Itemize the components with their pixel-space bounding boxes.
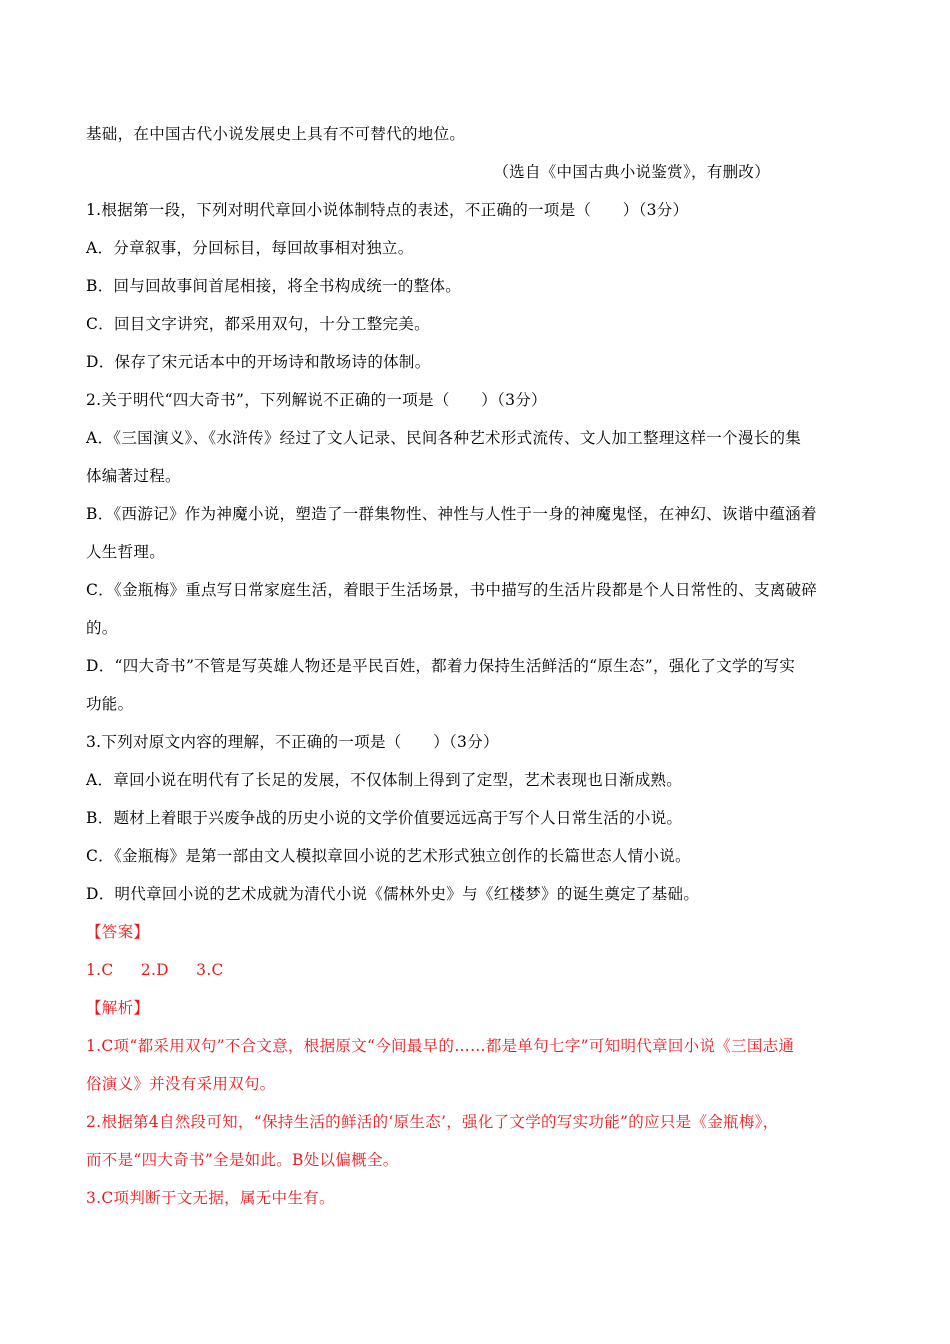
answer-heading: 【答案】	[86, 923, 150, 941]
option-b-line-1: B．《西游记》作为神魔小说，塑造了一群集物性、神性与人性于一身的神魔鬼怪，在神幻、诙谐中蕴涵着	[86, 505, 817, 523]
answer-item: 1.C	[86, 961, 114, 979]
question-3	[86, 723, 866, 913]
question-2	[86, 381, 866, 723]
option-a: A．章回小说在明代有了长足的发展，不仅体制上得到了定型，艺术表现也日渐成熟。	[86, 771, 683, 789]
option-c-line-1: C．《金瓶梅》重点写日常家庭生活，着眼于生活场景，书中描写的生活片段都是个人日常性的、支离破碎	[86, 581, 818, 599]
option-b-line-2: 人生哲理。	[86, 543, 166, 561]
analysis-2-line-2: 而不是“四大奇书”全是如此。B处以偏概全。	[86, 1151, 399, 1169]
question-stem: 1.根据第一段，下列对明代章回小说体制特点的表述，不正确的一项是（ ）（3分）	[86, 201, 689, 219]
option-b: B．回与回故事间首尾相接，将全书构成统一的整体。	[86, 277, 462, 295]
analysis-1-line-2: 俗演义》并没有采用双句。	[86, 1075, 276, 1093]
analysis-2-line-1: 2.根据第4自然段可知，“保持生活的鲜活的‘原生态’，强化了文学的写实功能”的应只是《金瓶梅》，	[86, 1113, 779, 1131]
option-d: D．明代章回小说的艺术成就为清代小说《儒林外史》与《红楼梦》的诞生奠定了基础。	[86, 885, 700, 903]
question-1	[86, 191, 866, 381]
option-a-line-2: 体编著过程。	[86, 467, 181, 485]
option-d: D．保存了宋元话本中的开场诗和散场诗的体制。	[86, 353, 431, 371]
option-a-line-1: A．《三国演义》、《水浒传》经过了文人记录、民间各种艺术形式流传、文人加工整理这样一个漫长的集	[86, 429, 802, 447]
passage-end: 基础，在中国古代小说发展史上具有不可替代的地位。	[86, 125, 466, 143]
answer-item: 3.C	[196, 961, 224, 979]
question-stem: 2.关于明代“四大奇书”，下列解说不正确的一项是（ ）（3分）	[86, 391, 547, 409]
analysis-1-line-1: 1.C项“都采用双句”不合文意，根据原文“今间最早的……都是单句七字”可知明代章回小说《三国志通	[86, 1037, 795, 1055]
option-d-line-1: D．“四大奇书”不管是写英雄人物还是平民百姓，都着力保持生活鲜活的“原生态”，强化了文学的写实	[86, 657, 796, 675]
document-page	[86, 115, 866, 1217]
option-c: C．《金瓶梅》是第一部由文人模拟章回小说的艺术形式独立创作的长篇世态人情小说。	[86, 847, 691, 865]
option-b: B．题材上着眼于兴废争战的历史小说的文学价值要远远高于写个人日常生活的小说。	[86, 809, 683, 827]
answer-list	[86, 951, 866, 989]
analysis-heading: 【解析】	[86, 999, 150, 1017]
option-a: A．分章叙事，分回标目，每回故事相对独立。	[86, 239, 414, 257]
question-stem: 3.下列对原文内容的理解，不正确的一项是（ ）（3分）	[86, 733, 499, 751]
option-d-line-2: 功能。	[86, 695, 134, 713]
analysis-3-line-1: 3.C项判断于文无据，属无中生有。	[86, 1189, 335, 1207]
source-citation: （选自《中国古典小说鉴赏》，有删改）	[493, 163, 770, 181]
answer-item: 2.D	[140, 961, 169, 979]
option-c: C．回目文字讲究，都采用双句，十分工整完美。	[86, 315, 430, 333]
option-c-line-2: 的。	[86, 619, 118, 637]
